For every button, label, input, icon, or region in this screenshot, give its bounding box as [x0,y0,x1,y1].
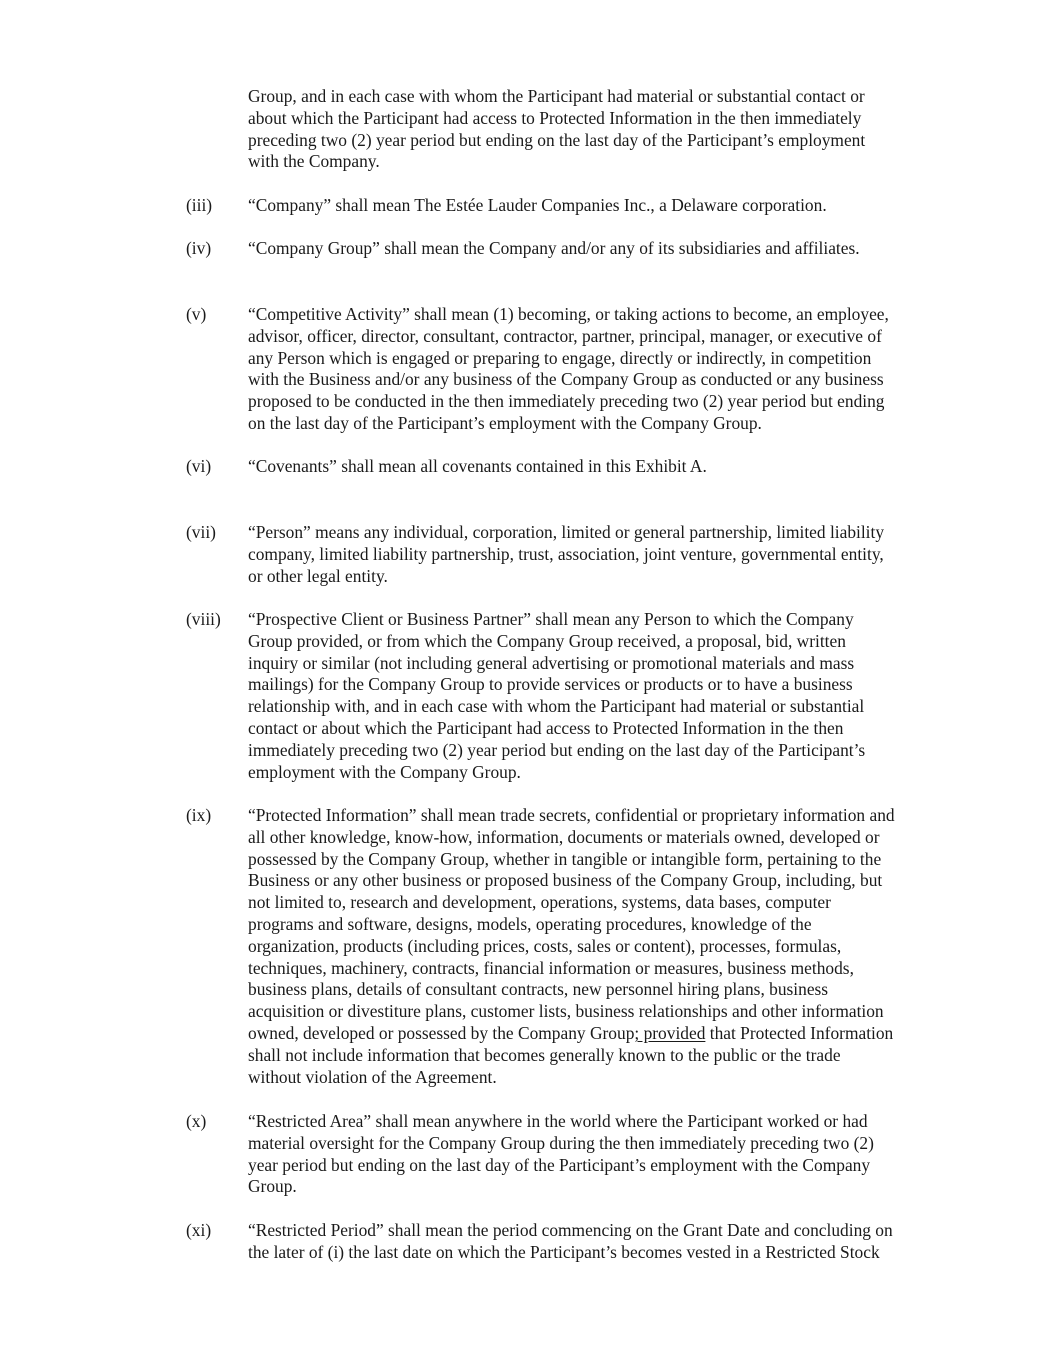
text-line: the later of (i) the last date on which the Participant’s becomes vested in a Restricted Stock [248,1241,880,1262]
item-body [248,1111,960,1198]
item-body [248,304,960,435]
text-line: on the last day of the Participant’s employment with the Company Group. [248,412,762,433]
text-line: employment with the Company Group. [248,761,521,782]
text-line: material oversight for the Company Group during the then immediately preceding two (2) [248,1132,874,1153]
item-number: (viii) [186,609,221,629]
item-body [248,195,960,217]
item-body [248,456,960,478]
text-line: “Company” shall mean The Estée Lauder Companies Inc., a Delaware corporation. [248,195,827,215]
text-run: owned, developed or possessed by the Company Group [248,1022,635,1043]
text-line: mailings) for the Company Group to provide services or products or to have a business [248,674,853,695]
text-line: business plans, details of consultant contracts, new personnel hiring plans, business [248,979,829,1000]
text-line: about which the Participant had access to Protected Information in the then immediately [248,107,862,128]
intro-paragraph [248,86,960,173]
text-line: all other knowledge, know-how, information, documents or materials owned, developed or [248,826,880,847]
item-body [248,805,960,1088]
text-line: “Competitive Activity” shall mean (1) becoming, or taking actions to become, an employee, [248,304,889,324]
item-body [248,1220,960,1264]
text-line: Business or any other business or proposed business of the Company Group, including, but [248,870,883,891]
text-line: “Person” means any individual, corporation, limited or general partnership, limited liability [248,522,885,542]
text-line: techniques, machinery, contracts, financial information or measures, business methods, [248,957,854,978]
item-body [248,522,960,587]
text-line: “Restricted Area” shall mean anywhere in the world where the Participant worked or had [248,1111,868,1131]
text-line: organization, products (including prices, costs, sales or content), processes, formulas, [248,935,842,956]
text-line: “Company Group” shall mean the Company and/or any of its subsidiaries and affiliates. [248,238,860,258]
item-number: (iv) [186,238,212,258]
item-number: (v) [186,304,207,324]
text-line: acquisition or divestiture plans, customer lists, business relationships and other information [248,1001,884,1022]
text-line: “Prospective Client or Business Partner” shall mean any Person to which the Company [248,609,854,629]
text-line: Group provided, or from which the Company Group received, a proposal, bid, written [248,630,846,651]
item-number: (iii) [186,195,213,215]
text-line: possessed by the Company Group, whether in tangible or intangible form, pertaining to the [248,848,882,869]
text-line: inquiry or similar (not including general advertising or promotional materials and mass [248,652,855,673]
text-line: preceding two (2) year period but ending on the last day of the Participant’s employment [248,129,866,150]
text-line: year period but ending on the last day of the Participant’s employment with the Company [248,1154,871,1175]
text-line: with the Company. [248,151,380,172]
text-line: contact or about which the Participant had access to Protected Information in the then [248,717,844,738]
text-line-with-provided [248,1023,960,1045]
text-line: or other legal entity. [248,565,388,586]
text-line: with the Business and/or any business of the Company Group as conducted or any business [248,369,884,390]
text-line: company, limited liability partnership, trust, association, joint venture, governmental entity, [248,543,884,564]
item-number: (x) [186,1111,207,1131]
item-number: (vi) [186,456,212,476]
text-line: shall not include information that becomes generally known to the public or the trade [248,1044,841,1065]
provided-underlined: ; provided [634,1022,706,1043]
text-line: “Restricted Period” shall mean the period commencing on the Grant Date and concluding on [248,1220,893,1240]
text-line: relationship with, and in each case with whom the Participant had material or substantial [248,696,865,717]
text-line: Group. [248,1176,297,1197]
item-number: (ix) [186,805,212,825]
text-line: without violation of the Agreement. [248,1066,497,1087]
text-line: advisor, officer, director, consultant, contractor, partner, principal, manager, or executive of [248,325,882,346]
item-number: (xi) [186,1220,212,1240]
text-line: “Covenants” shall mean all covenants contained in this Exhibit A. [248,456,707,476]
text-line: “Protected Information” shall mean trade secrets, confidential or proprietary information and [248,805,895,825]
text-line: immediately preceding two (2) year period but ending on the last day of the Participant’s [248,739,866,760]
item-body [248,238,960,260]
text-line: any Person which is engaged or preparing to engage, directly or indirectly, in competition [248,347,872,368]
item-number: (vii) [186,522,216,542]
text-line: programs and software, designs, models, operating procedures, knowledge of the [248,913,812,934]
item-body [248,609,960,783]
text-line: Group, and in each case with whom the Participant had material or substantial contact or [248,86,865,106]
text-run: that Protected Information [705,1022,894,1043]
text-line: not limited to, research and development, operations, systems, data bases, computer [248,892,831,913]
text-line: proposed to be conducted in the then immediately preceding two (2) year period but ending [248,391,885,412]
